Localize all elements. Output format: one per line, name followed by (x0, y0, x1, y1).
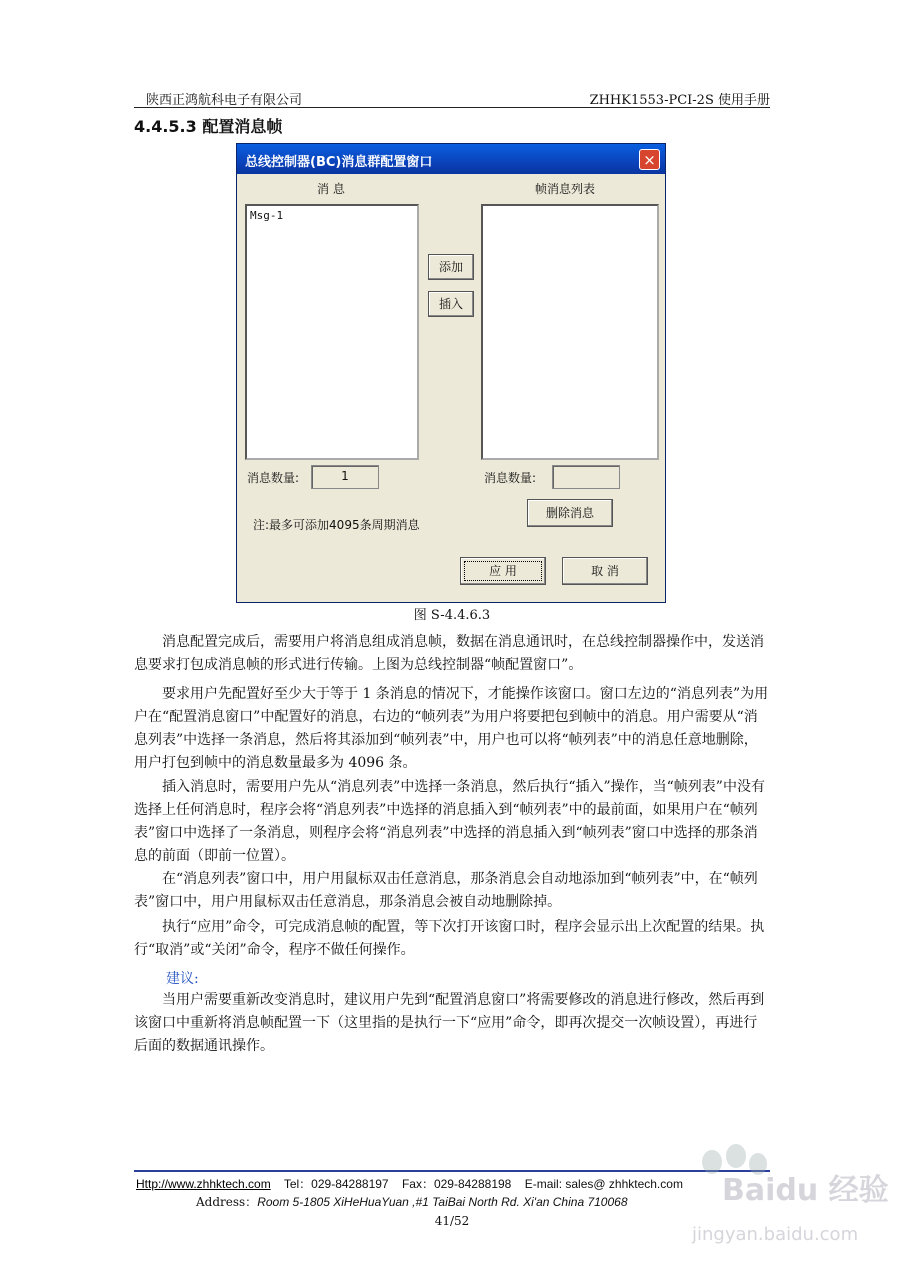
footer-address (196, 1193, 628, 1210)
footer-fax: Fax：029-84288198 (401, 1177, 512, 1191)
left-count-label: 消息数量: (247, 471, 300, 485)
header-manual: ZHHK1553-PCI-2S 使用手册 (589, 93, 770, 108)
watermark-url: jingyan.baidu.com (692, 1224, 859, 1245)
website-link[interactable]: Http://www.zhhktech.com (136, 1177, 271, 1191)
left-count-field: 1 (311, 465, 379, 489)
suggestion-text: 当用户需要重新改变消息时，建议用户先到“配置消息窗口”将需要修改的消息进行修改，然后再到该窗口中重新将消息帧配置一下（这里指的是执行一下“应用”命令，即再次提交一次帧设置），再进行后面的数据通讯操作。 (134, 992, 765, 1054)
frame-config-dialog (236, 143, 666, 603)
paragraph: 要求用户先配置好至少大于等于 1 条消息的情况下，才能操作该窗口。窗口左边的“消息列表”为用户在“配置消息窗口”中配置好的消息，右边的“帧列表”为用户将要把包到帧中的消息。用户需要从“消息列表”中选择一条消息，然后将其添加到“帧列表”中，用户也可以将“帧列表”中的消息任意地删除，用户打包到帧中的消息数量最多为 4096 条。 (134, 686, 769, 771)
insert-button[interactable]: 插入 (428, 291, 474, 317)
address-label: Address： (196, 1195, 258, 1209)
right-count-field (552, 465, 620, 489)
delete-message-button[interactable]: 删除消息 (527, 499, 613, 527)
list-item[interactable]: Msg-1 (250, 209, 284, 222)
baidu-watermark (652, 1140, 889, 1250)
right-count-label: 消息数量: (484, 471, 537, 485)
messages-header: 消 息 (317, 182, 345, 196)
watermark-brand: Baidu 经验 (722, 1173, 889, 1208)
footer-tel: Tel：029-84288197 (283, 1177, 389, 1191)
cancel-button[interactable]: 取 消 (562, 557, 648, 585)
figure-caption: 图 S-4.4.6.3 (413, 608, 491, 623)
frame-list-header: 帧消息列表 (535, 182, 596, 196)
footer-email: E-mail: sales@ zhhktech.com (524, 1177, 683, 1191)
close-button[interactable] (639, 149, 660, 170)
footer-contact (136, 1175, 683, 1192)
paragraph: 消息配置完成后，需要用户将消息组成消息帧，数据在消息通讯时，在总线控制器操作中，发送消息要求打包成消息帧的形式进行传输。上图为总线控制器“帧配置窗口”。 (134, 634, 764, 673)
paragraph: 执行“应用”命令，可完成消息帧的配置，等下次打开该窗口时，程序会显示出上次配置的结果。执行“取消”或“关闭”命令，程序不做任何操作。 (134, 919, 765, 958)
paragraph: 在“消息列表”窗口中，用户用鼠标双击任意消息，那条消息会自动地添加到“帧列表”中，在“帧列表”窗口中，用户用鼠标双击任意消息，那条消息会被自动地删除掉。 (134, 871, 758, 910)
page-number: 41/52 (434, 1214, 470, 1228)
paw-icon (702, 1144, 767, 1175)
paragraph: 插入消息时，需要用户先从“消息列表”中选择一条消息，然后执行“插入”操作，当“帧列表”中没有选择上任何消息时，程序会将“消息列表”中选择的消息插入到“帧列表”中的最前面，如果用户在“帧列表”窗口中选择了一条消息，则程序会将“消息列表”中选择的消息插入到“帧列表”窗口中选择的那条消息的前面（即前一位置）。 (134, 779, 765, 864)
dialog-titlebar (237, 144, 665, 174)
apply-button[interactable]: 应 用 (460, 557, 546, 585)
close-icon: × (643, 151, 656, 169)
add-button[interactable]: 添加 (428, 254, 474, 280)
section-title: 4.4.5.3 配置消息帧 (134, 117, 283, 136)
header-company: 陕西正鸿航科电子有限公司 (146, 93, 303, 108)
header-divider (134, 107, 770, 108)
address-text: Room 5-1805 XiHeHuaYuan ,#1 TaiBai North Rd. Xi'an China 710068 (257, 1195, 628, 1209)
suggestion-label: 建议: (166, 971, 199, 987)
dialog-note: 注:最多可添加4095条周期消息 (253, 518, 420, 532)
frame-message-list[interactable] (481, 204, 659, 460)
dialog-title: 总线控制器(BC)消息群配置窗口 (245, 155, 433, 170)
message-list[interactable] (245, 204, 419, 460)
